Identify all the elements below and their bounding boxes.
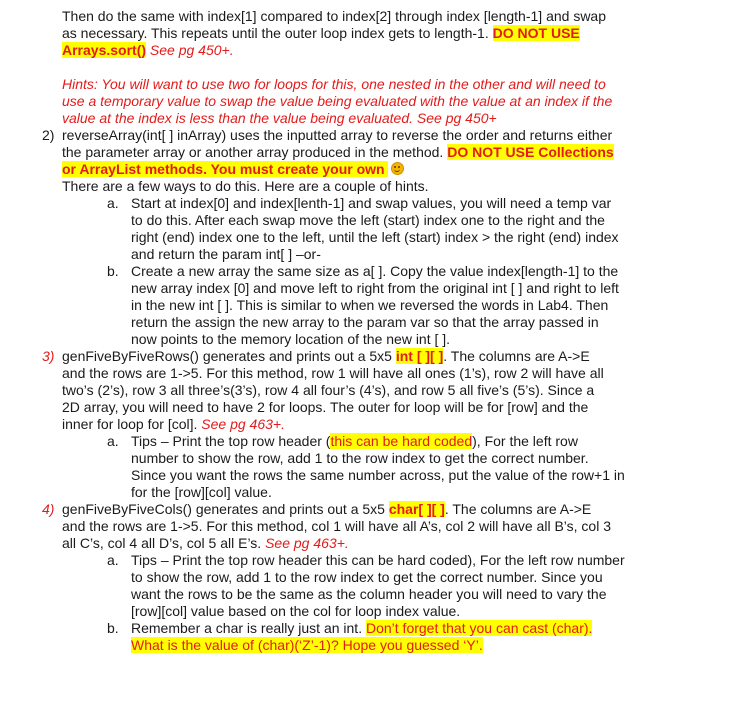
text-segment: new array index [0] and move left to right from the original int [ ] and right to left — [131, 280, 619, 296]
text-segment: all C’s, col 4 all D’s, col 5 all E’s. — [62, 535, 266, 551]
text-segment: Don’t forget that you can cast (char). — [365, 620, 593, 636]
text-segment: What is the value of (char)(‘Z’-1)? Hope you guessed ‘Y’. — [131, 637, 483, 653]
text-line — [62, 110, 497, 127]
text-line — [62, 178, 429, 195]
text-segment: Create a new array the same size as a[ ]. Copy the value index[length-1] to the — [131, 263, 619, 279]
text-segment: now points to the memory location of the new int [ ]. — [131, 331, 451, 347]
text-segment: See pg 450+. — [146, 42, 234, 58]
text-segment: 2D array, you will need to have 2 for loops. The outer for loop will be for [row] and the — [62, 399, 589, 415]
text-segment: b. — [107, 620, 119, 636]
text-line — [131, 280, 619, 297]
text-line — [131, 314, 599, 331]
text-segment: reverseArray(int[ ] inArray) uses the inputted array to reverse the order and returns either — [62, 127, 613, 143]
text-segment: DO NOT USE — [492, 25, 580, 41]
text-segment: value at the index is less than the value being evaluated. See pg 450+ — [62, 110, 497, 126]
text-segment: right (end) index one to the left, until the left (start) index > the right (end) index — [131, 229, 619, 245]
text-segment: Since you want the rows the same number across, put the value of the row+1 in — [131, 467, 625, 483]
text-segment: genFiveByFiveCols() generates and prints out a 5x5 — [62, 501, 389, 517]
text-line — [131, 569, 603, 586]
text-line — [62, 76, 606, 93]
text-line — [62, 501, 591, 518]
text-segment: ), For the left row — [472, 433, 578, 449]
text-line — [62, 25, 580, 42]
text-segment: inner for loop for [col]. — [62, 416, 202, 432]
text-segment: b. — [107, 263, 119, 279]
text-segment: 4) — [42, 501, 55, 517]
text-line — [62, 144, 614, 161]
text-segment: and the rows are 1->5. For this method, col 1 will have all A’s, col 2 will have all B’s, col 3 — [62, 518, 611, 534]
text-line — [107, 195, 119, 212]
text-line — [131, 195, 611, 212]
text-line — [131, 603, 460, 620]
text-line — [62, 161, 404, 178]
text-line — [131, 552, 625, 569]
text-line — [42, 348, 54, 365]
text-segment: or ArrayList methods. You must create your own — [62, 161, 389, 177]
text-line — [131, 620, 592, 637]
text-segment: Tips – Print the top row header ( — [131, 433, 331, 449]
text-line — [131, 297, 608, 314]
text-segment: number to show the row, add 1 to the row index to get the correct number. — [131, 450, 589, 466]
text-line — [131, 263, 618, 280]
text-line — [62, 93, 612, 110]
text-segment: want the rows to be the same as the column header you will need to vary the — [131, 586, 607, 602]
text-segment: a. — [107, 433, 119, 449]
text-segment: in the new int [ ]. This is similar to when we reversed the words in Lab4. Then — [131, 297, 609, 313]
text-line — [131, 586, 607, 603]
text-line — [62, 518, 611, 535]
text-line — [131, 246, 321, 263]
text-line — [42, 127, 54, 144]
text-line — [62, 399, 588, 416]
text-line — [62, 127, 612, 144]
text-line — [131, 433, 578, 450]
text-line — [62, 416, 285, 433]
text-segment: Then do the same with index[1] compared to index[2] through index [length-1] and swap — [62, 8, 607, 24]
text-line — [62, 382, 594, 399]
text-line — [107, 620, 119, 637]
text-segment: to show the row, add 1 to the row index to get the correct number. Since you — [131, 569, 603, 585]
text-segment: return the assign the new array to the param var so that the array passed in — [131, 314, 599, 330]
text-segment: Remember a char is really just an int. — [131, 620, 366, 636]
text-line — [107, 433, 119, 450]
text-line — [131, 637, 483, 654]
text-segment: to do this. After each swap move the left (start) index one to the right and the — [131, 212, 605, 228]
text-segment: [row][col] value based on the col for loop index value. — [131, 603, 461, 619]
text-segment: Arrays.sort() — [62, 42, 147, 58]
text-line — [131, 212, 605, 229]
text-segment: use a temporary value to swap the value being evaluated with the value at an index if the — [62, 93, 613, 109]
text-segment: 3) — [42, 348, 55, 364]
text-line — [131, 450, 589, 467]
text-segment: and return the param int[ ] –or- — [131, 246, 321, 262]
text-segment: Tips – Print the top row header this can be hard coded), For the left row number — [131, 552, 625, 568]
text-segment: DO NOT USE Collections — [447, 144, 614, 160]
text-segment: int [ ][ ] — [395, 348, 444, 364]
text-segment: char[ ][ ] — [388, 501, 445, 517]
text-line — [131, 467, 625, 484]
text-segment: a. — [107, 552, 119, 568]
text-segment: two’s (2’s), row 3 all three’s(3’s), row 4 all four’s (4’s), and row 5 all five’s (5’s). Since a — [62, 382, 595, 398]
text-line — [107, 552, 119, 569]
text-line — [131, 229, 619, 246]
text-segment: for the [row][col] value. — [131, 484, 272, 500]
text-line — [62, 42, 234, 59]
text-segment: There are a few ways to do this. Here are a couple of hints. — [62, 178, 429, 194]
text-segment: genFiveByFiveRows() generates and prints out a 5x5 — [62, 348, 396, 364]
text-line — [131, 331, 450, 348]
text-line — [131, 484, 272, 501]
text-segment: . The columns are A->E — [443, 348, 590, 364]
text-line — [62, 8, 606, 25]
text-segment: Start at index[0] and index[lenth-1] and swap values, you will need a temp var — [131, 195, 612, 211]
text-segment: Hints: You will want to use two for loops for this, one nested in the other and will need to — [62, 76, 606, 92]
text-segment: and the rows are 1->5. For this method, row 1 will have all ones (1’s), row 2 will have all — [62, 365, 604, 381]
text-segment: See pg 463+. — [265, 535, 349, 551]
text-segment: this can be hard coded — [330, 433, 473, 449]
text-line — [62, 535, 349, 552]
text-segment: 2) — [42, 127, 55, 143]
smiley-face-icon — [391, 162, 404, 175]
text-line — [62, 348, 590, 365]
text-segment: a. — [107, 195, 119, 211]
text-segment: as necessary. This repeats until the outer loop index gets to length-1. — [62, 25, 493, 41]
text-segment: the parameter array or another array produced in the method. — [62, 144, 448, 160]
text-line — [42, 501, 54, 518]
text-line — [62, 365, 604, 382]
text-line — [107, 263, 119, 280]
text-segment: See pg 463+. — [201, 416, 285, 432]
text-segment: . The columns are A->E — [444, 501, 592, 517]
